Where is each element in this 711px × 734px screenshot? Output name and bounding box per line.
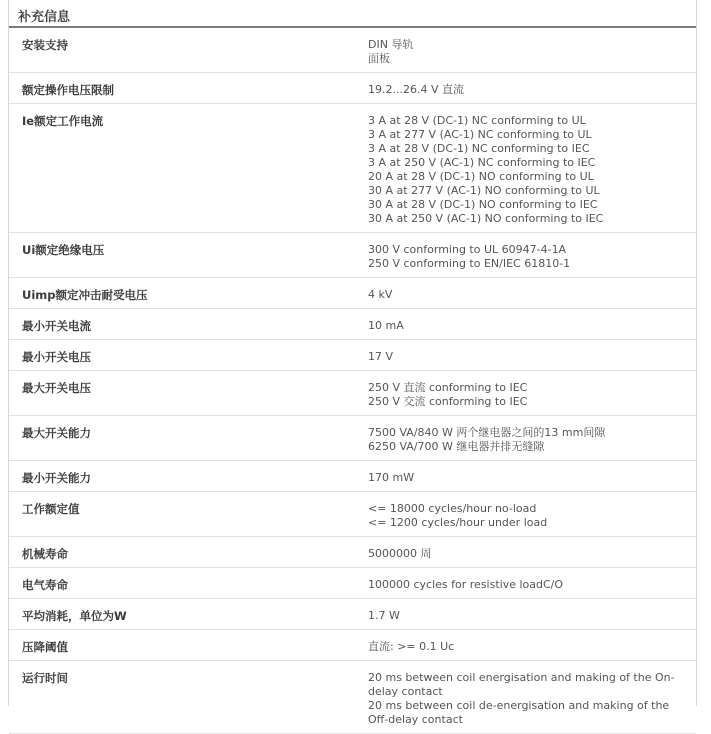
value-line: <= 18000 cycles/hour no-load [368, 502, 537, 515]
row-value [368, 73, 696, 104]
table-row [9, 309, 696, 340]
value-line: 19.2...26.4 V 直流 [368, 83, 464, 96]
value-line: 30 A at 28 V (DC-1) NO conforming to IEC [368, 198, 598, 211]
table-row [9, 416, 696, 461]
row-label: 压降阈值 [9, 630, 368, 661]
value-line: 10 mA [368, 319, 404, 332]
row-value [368, 104, 696, 233]
value-line: 3 A at 277 V (AC-1) NC conforming to UL [368, 128, 592, 141]
row-label: 额定操作电压限制 [9, 73, 368, 104]
row-label: 最小开关电压 [9, 340, 368, 371]
value-line: 面板 [368, 52, 390, 65]
row-label: 机械寿命 [9, 537, 368, 568]
row-value [368, 416, 696, 461]
table-row [9, 661, 696, 734]
row-value [368, 371, 696, 416]
row-label: 最小开关能力 [9, 461, 368, 492]
row-label: 最小开关电流 [9, 309, 368, 340]
value-line: 3 A at 250 V (AC-1) NC conforming to IEC [368, 156, 596, 169]
table-row [9, 340, 696, 371]
row-value [368, 309, 696, 340]
table-row [9, 233, 696, 278]
value-line: 6250 VA/700 W 继电器并排无缝隙 [368, 440, 545, 453]
value-line: 170 mW [368, 471, 415, 484]
value-line: 20 A at 28 V (DC-1) NO conforming to UL [368, 170, 594, 183]
row-label: 运行时间 [9, 661, 368, 734]
table-row [9, 492, 696, 537]
table-row [9, 461, 696, 492]
row-label: Uimp额定冲击耐受电压 [9, 278, 368, 309]
spec-panel [8, 0, 697, 726]
row-value [368, 461, 696, 492]
value-line: 7500 VA/840 W 两个继电器之间的13 mm间隙 [368, 426, 606, 439]
value-line: 300 V conforming to UL 60947-4-1A [368, 243, 567, 256]
row-value [368, 28, 696, 73]
value-line: 5000000 周 [368, 547, 432, 560]
row-value [368, 568, 696, 599]
table-row [9, 568, 696, 599]
row-label: 工作额定值 [9, 492, 368, 537]
table-row [9, 630, 696, 661]
row-value [368, 340, 696, 371]
row-label: 最大开关能力 [9, 416, 368, 461]
table-row [9, 371, 696, 416]
row-label: Ui额定绝缘电压 [9, 233, 368, 278]
table-row [9, 104, 696, 233]
row-value [368, 537, 696, 568]
value-line: 250 V conforming to EN/IEC 61810-1 [368, 257, 571, 270]
value-line: 17 V [368, 350, 394, 363]
table-row [9, 278, 696, 309]
value-line: 直流: >= 0.1 Uc [368, 640, 455, 653]
value-line: 30 A at 250 V (AC-1) NO conforming to IEC [368, 212, 604, 225]
row-label: 安装支持 [9, 28, 368, 73]
row-value [368, 233, 696, 278]
value-line: 250 V 直流 conforming to IEC [368, 381, 528, 394]
row-value [368, 630, 696, 661]
value-line: <= 1200 cycles/hour under load [368, 516, 548, 529]
row-label: Ie额定工作电流 [9, 104, 368, 233]
table-row [9, 599, 696, 630]
value-line: 20 ms between coil energisation and making of the On-delay contact [368, 671, 675, 698]
row-label: 平均消耗，单位为W [9, 599, 368, 630]
row-label: 最大开关电压 [9, 371, 368, 416]
row-value [368, 278, 696, 309]
value-line: 1.7 W [368, 609, 400, 622]
row-value [368, 661, 696, 734]
value-line: 30 A at 277 V (AC-1) NO conforming to UL [368, 184, 600, 197]
value-line: 3 A at 28 V (DC-1) NC conforming to IEC [368, 142, 590, 155]
table-row [9, 28, 696, 73]
value-line: 100000 cycles for resistive loadC/O [368, 578, 564, 591]
spec-table [9, 28, 696, 734]
value-line: 20 ms between coil de-energisation and making of the Off-delay contact [368, 699, 670, 726]
row-value [368, 599, 696, 630]
value-line: DIN 导轨 [368, 38, 414, 51]
value-line: 3 A at 28 V (DC-1) NC conforming to UL [368, 114, 586, 127]
table-row [9, 73, 696, 104]
row-value [368, 492, 696, 537]
table-row [9, 537, 696, 568]
value-line: 250 V 交流 conforming to IEC [368, 395, 528, 408]
row-label: 电气寿命 [9, 568, 368, 599]
value-line: 4 kV [368, 288, 393, 301]
section-title: 补充信息 [18, 10, 71, 25]
